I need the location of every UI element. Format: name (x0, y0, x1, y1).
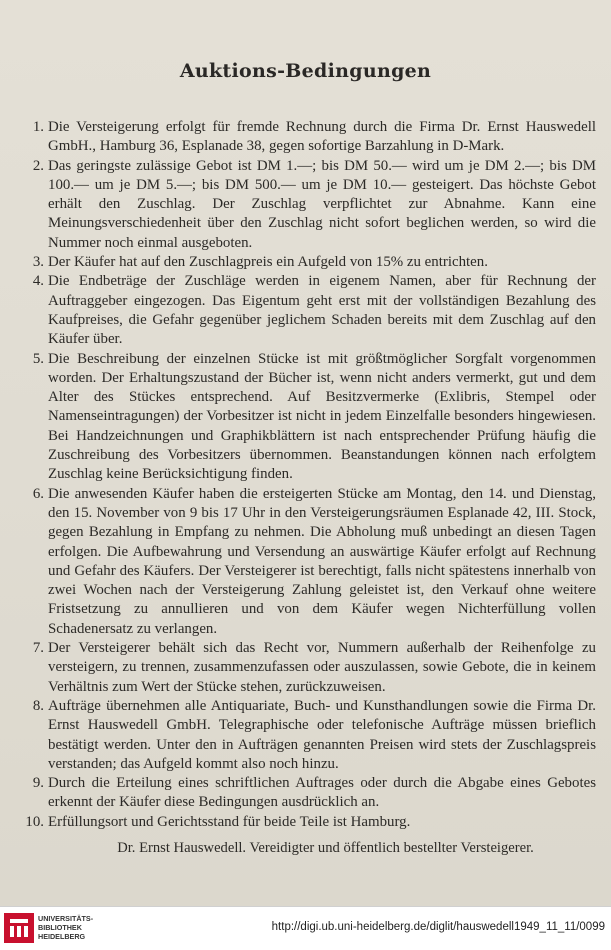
item-text: Die Versteigerung erfolgt für fremde Rechnung durch die Firma Dr. Ernst Hauswedell GmbH., Hamburg 36, Esplanade 38, gegen sofortige Barzahlung in D-Mark. (48, 119, 596, 155)
condition-item (18, 253, 596, 272)
item-text: Der Versteigerer behält sich das Recht vor, Nummern außerhalb der Reihenfolge zu versteigern, zu trennen, zusammenzufassen oder auszulassen, sowie Gebote, die in keinem Verhältnis zum Wert der Stücke stehen, zurückzuweisen. (48, 640, 596, 695)
item-text: Die Beschreibung der einzelnen Stücke ist mit größtmöglicher Sorgfalt vorgenommen worden. Der Erhaltungszustand der Bücher ist, wenn nicht anders vermerkt, gut und dem Alter des Stückes entsprechend. Auf Besitzvermerke (Exlibris, Stempel oder Namenseintragungen) der Vorbesitzer ist nicht in jedem Einzelfalle besonders hingewiesen. Bei Handzeichnungen und Graphikblättern ist nach entsprechender Prüfung häufig die Zuschreibung des Vorbesitzers übernommen. Beanstandungen können nach erfolgtem Zuschlag keine Berücksichtigung finden. (48, 350, 596, 483)
document-title: Auktions-Bedingungen (179, 60, 432, 82)
permalink-url[interactable]: http://digi.ub.uni-heidelberg.de/diglit/hauswedell1949_11_11/0099 (271, 921, 605, 933)
condition-item (18, 272, 596, 349)
condition-item (18, 697, 596, 774)
item-text: Der Käufer hat auf den Zuschlagpreis ein Aufgeld von 15% zu entrichten. (48, 254, 488, 271)
item-number: 4. (32, 273, 44, 290)
condition-item (18, 774, 596, 813)
item-number: 6. (32, 485, 44, 502)
university-library-logo-icon (4, 913, 34, 943)
condition-item (18, 813, 596, 832)
item-number: 2. (32, 157, 44, 174)
item-number: 9. (32, 775, 44, 792)
item-text: Durch die Erteilung eines schriftlichen Auftrages oder durch die Abgabe eines Gebotes erkennt der Käufer diese Bedingungen ausdrücklich an. (48, 775, 596, 811)
auctioneer-signature: Dr. Ernst Hauswedell. Vereidigter und öffentlich bestellter Versteigerer. (117, 840, 534, 856)
item-text: Aufträge übernehmen alle Antiquariate, Buch- und Kunsthandlungen sowie die Firma Dr. Ernst Hauswedell GmbH. Telegraphische oder telefonische Aufträge müssen brieflich bestätigt werden. Unter den in Aufträgen genannten Preisen wird stets der Zuschlagspreis verstanden; das Aufgeld kommt also noch hinzu. (48, 697, 596, 772)
item-text: Die anwesenden Käufer haben die ersteigerten Stücke am Montag, den 14. und Dienstag, den 15. November von 9 bis 17 Uhr in den Versteigerungsräumen Esplanade 42, III. Stock, gegen Bezahlung in Empfang zu nehmen. Die Abholung muß unbedingt an diesen Tagen erfolgen. Die Aufbewahrung und Versendung an auswärtige Käufer erfolgt auf Rechnung und Gefahr des Käufers. Der Versteigerer ist berechtigt, falls nicht spätestens innerhalb von zwei Wochen nach der Versteigerung Zahlung geleistet ist, den Verkauf ohne weitere Fristsetzung zu annullieren und von dem Käufer wegen Nichterfüllung vollen Schadenersatz zu verlangen. (48, 485, 596, 637)
library-name: UNIVERSITÄTS- BIBLIOTHEK HEIDELBERG (38, 914, 94, 941)
item-number: 7. (32, 640, 44, 657)
condition-item (18, 157, 596, 253)
conditions-list (18, 118, 596, 832)
condition-item (18, 639, 596, 697)
item-text: Erfüllungsort und Gerichtsstand für beide Teile ist Hamburg. (48, 813, 411, 830)
viewer-footer-bar (0, 906, 611, 950)
condition-item (18, 485, 596, 639)
item-number: 1. (32, 119, 44, 135)
item-text: Die Endbeträge der Zuschläge werden in eigenem Namen, aber für Rechnung der Auftraggeber eingezogen. Das Eigentum geht erst mit der vollständigen Bezahlung des Kaufpreises, die Gefahr gegenüber jeglichem Schaden bereits mit dem Zuschlag auf den Käufer über. (48, 273, 596, 348)
condition-item (18, 350, 596, 485)
item-number: 8. (32, 697, 44, 714)
condition-item (18, 118, 596, 157)
item-text: Das geringste zulässige Gebot ist DM 1.—; bis DM 50.— wird um je DM 2.—; bis DM 100.— um je DM 5.—; bis DM 500.— um je DM 10.— gesteigert. Das höchste Gebot erhält den Zuschlag. Der Zuschlag verpflichtet zur Abnahme. Kann eine Meinungsverschiedenheit über den Zuschlag nicht sofort beglichen werden, so wird die Nummer noch einmal ausgeboten. (48, 157, 596, 251)
item-number: 5. (32, 350, 44, 367)
item-number: 3. (32, 254, 44, 271)
item-number: 10. (25, 813, 44, 830)
